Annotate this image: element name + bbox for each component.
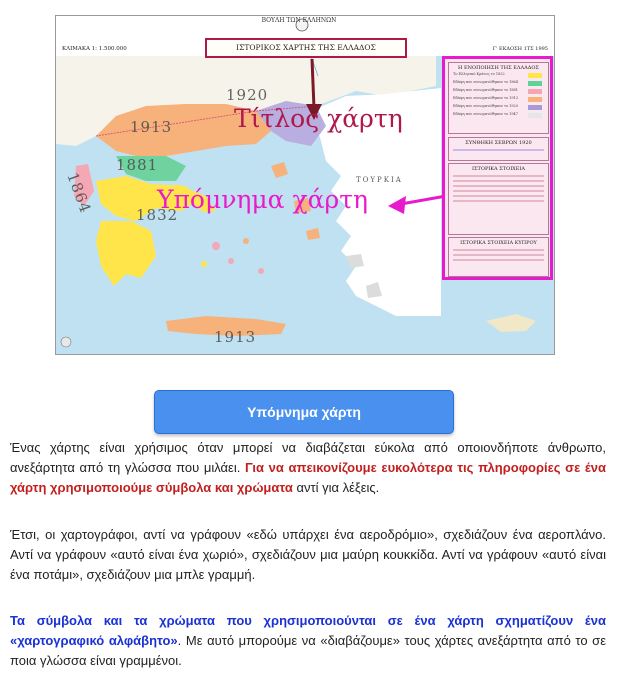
year-label: 1913 (214, 328, 257, 346)
legend-row-label: Το Ελληνικό Κράτος το 1832 (453, 72, 505, 76)
map-legend-button[interactable]: Υπόμνημα χάρτη (154, 390, 454, 434)
legend-row-label: Εδάφη που ενσωματώθηκαν το 1920 (453, 104, 519, 108)
map-scale: ΚΛΙΜΑΚΑ 1: 1.500.000 (62, 46, 127, 52)
legend-color-swatch (528, 113, 542, 118)
legend-row-label: Εδάφη που ενσωματώθηκαν το 1864 (453, 80, 519, 84)
legend-section-title: ΙΣΤΟΡΙΚΑ ΣΤΟΙΧΕΙΑ (472, 166, 525, 172)
year-label: 1881 (116, 156, 159, 174)
year-label: 1832 (136, 206, 179, 224)
legend-row-label: Εδάφη που ενσωματώθηκαν το 1947 (453, 112, 519, 116)
paragraph-text: Ένας χάρτης είναι χρήσιμος όταν μπορεί να διαβάζεται εύκολα από οποιονδήποτε άνθρωπο, ανεξάρτητα από τη γλώσσα που μιλάει. (10, 440, 606, 475)
legend-row (449, 95, 548, 103)
paragraph-highlight: Για να απεικονίζουμε ευκολότερα τις πληροφορίες σε ένα χάρτη χρησιμοποιούμε σύμβολα και χρώματα (10, 460, 606, 495)
legend-color-swatch (528, 105, 542, 110)
legend-row (449, 103, 548, 111)
legend-section-title: ΣΥΝΘΗΚΗ ΣΕΒΡΩΝ 1920 (465, 140, 532, 146)
legend-section-cyprus (448, 237, 549, 277)
paragraph-text: αντί για λέξεις. (292, 480, 380, 495)
legend-color-swatch (528, 89, 542, 94)
map-edition-note: Γ' ΕΚΔΟΣΗ 1ΤΣ 1995 (492, 46, 548, 52)
paragraph-intro (10, 438, 606, 498)
legend-row-label: Εδάφη που ενσωματώθηκαν το 1881 (453, 88, 519, 92)
legend-section-title: Η ΕΝΟΠΟΙΗΣΗ ΤΗΣ ΕΛΛΑΔΟΣ (458, 65, 539, 71)
paragraph-highlight: Τα σύμβολα και τα χρώματα που χρησιμοποιούνται σε ένα χάρτη σχηματίζουν ένα «χαρτογραφικό αλφάβητο» (10, 613, 606, 648)
legend-row (449, 87, 548, 95)
legend-color-swatch (528, 73, 542, 78)
legend-color-swatch (528, 97, 542, 102)
legend-section-history (448, 163, 549, 235)
year-label: 1920 (226, 86, 269, 104)
legend-row (449, 111, 548, 119)
legend-row (449, 71, 548, 79)
paragraph-text: Έτσι, οι χαρτογράφοι, αντί να γράφουν «εδώ υπάρχει ένα αεροδρόμιο», σχεδιάζουν ένα αεροπλάνο. Αντί να γράφουν «αυτό είναι ένα χωριό», σχεδιάζουν μια μαύρη κουκκίδα. Αντί να γράφουν «αυτό είναι ένα ποτάμι», σχεδιάζουν μια μπλε γραμμή. (10, 527, 606, 582)
legend-color-swatch (528, 81, 542, 86)
year-label: 1913 (130, 118, 173, 136)
paragraph-alphabet (10, 611, 606, 671)
year-label: 1864 (63, 170, 95, 216)
region-label-turkey: ΤΟΥΡΚΙΑ (356, 176, 403, 184)
legend-section-unification (448, 62, 549, 134)
map-title-annotation: Τίτλος χάρτη (234, 104, 403, 133)
map-legend-annotation: Υπόμνημα χάρτη (157, 185, 369, 214)
paragraph-text: . Με αυτό μπορούμε να «διαβάζουμε» τους χάρτες ανεξάρτητα από το σε ποια γλώσσα είναι γραμμένοι. (10, 633, 607, 668)
map-title: ΙΣΤΟΡΙΚΟΣ ΧΑΡΤΗΣ ΤΗΣ ΕΛΛΑΔΟΣ (205, 38, 407, 58)
legend-row-label: Εδάφη που ενσωματώθηκαν το 1913 (453, 96, 519, 100)
paragraph-examples (10, 525, 606, 585)
legend-section-title: ΙΣΤΟΡΙΚΑ ΣΤΟΙΧΕΙΑ ΚΥΠΡΟΥ (460, 240, 537, 246)
legend-row (449, 79, 548, 87)
historical-map-image (55, 15, 555, 355)
legend-section-sevres (448, 137, 549, 161)
map-legend-panel (442, 56, 553, 280)
map-issuer-text: ΒΟΥΛΗ ΤΩΝ ΕΛΛΗΝΩΝ (261, 17, 337, 24)
